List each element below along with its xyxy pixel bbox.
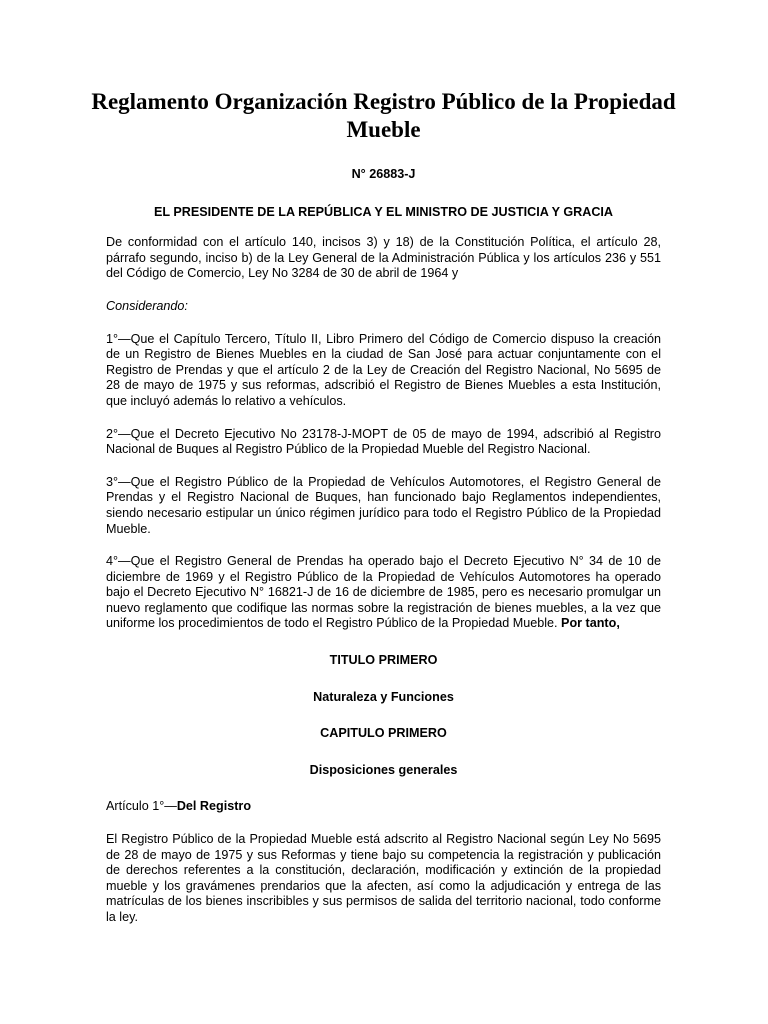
considerando-paragraph-4 [106,554,661,632]
preamble-paragraph: De conformidad con el artículo 140, incisos 3) y 18) de la Constitución Política, el artículo 28, párrafo segundo, inciso b) de la Ley General de la Administración Pública y los artículos 236 y 551 del Código de Comercio, Ley No 3284 de 30 de abril de 1964 y [106,235,661,281]
issuing-authority: EL PRESIDENTE DE LA REPÚBLICA Y EL MINISTRO DE JUSTICIA Y GRACIA [153,204,614,219]
capitulo-heading: CAPITULO PRIMERO [320,726,447,741]
considerando-paragraph-3: 3°—Que el Registro Público de la Propiedad de Vehículos Automotores, el Registro General de Prendas y el Registro Nacional de Buques, han funcionado bajo Reglamentos independientes, siendo necesario estipular un único régimen jurídico para todo el Registro Público de la Propiedad Mueble. [106,474,661,536]
document-title: Reglamento Organización Registro Público de la Propiedad Mueble [91,89,676,142]
considerando-label: Considerando: [106,298,188,313]
document-page [91,88,676,926]
considerando-paragraph-2: 2°—Que el Decreto Ejecutivo No 23178-J-MOPT de 05 de mayo de 1994, adscribió al Registro Nacional de Buques al Registro Público de la Propiedad Mueble del Registro Nacional. [106,426,661,457]
capitulo-subtitle: Disposiciones generales [309,762,458,777]
titulo-subtitle: Naturaleza y Funciones [313,689,454,704]
article-paragraph: El Registro Público de la Propiedad Mueble está adscrito al Registro Nacional según Ley No 5695 de 28 de mayo de 1975 y sus Reformas y tiene bajo su competencia la registración y publicación de derechos referentes a la constitución, declaración, modificación y extinción de la propiedad mueble y los gravámenes prendarios que la afecten, así como la adjudicación y entrega de las matrículas de los bienes inscribibles y sus permisos de salida del territorio nacional, todo conforme la ley. [106,832,661,924]
article-label: Artículo 1°— [106,799,177,814]
por-tanto-text: Por tanto, [561,616,620,631]
considerando-paragraph-1: 1°—Que el Capítulo Tercero, Título II, Libro Primero del Código de Comercio dispuso la creación de un Registro de Bienes Muebles en la ciudad de San José para actuar conjuntamente con el Registro de Prendas y que el artículo 2 de la Ley de Creación del Registro Nacional, No 5695 de 28 de mayo de 1975 y sus reformas, adscribió el Registro de Bienes Muebles a esta Institución, que incluyó además lo relativo a vehículos. [106,331,661,408]
article-name: Del Registro [176,799,252,814]
article-heading [106,799,661,815]
decree-number: N° 26883-J [351,167,416,181]
considerando-paragraph-4-text: 4°—Que el Registro General de Prendas ha operado bajo el Decreto Ejecutivo N° 34 de 10 de diciembre de 1969 y el Registro Público de la Propiedad de Vehículos Automotores ha operado bajo el Decreto Ejecutivo N° 16821-J de 16 de diciembre de 1985, pero es necesario promulgar un nuevo reglamento que codifique las normas sobre la registración de bienes muebles, a la vez que uniforme los procedimientos de todo el Registro Público de la Propiedad Mueble. [106,554,661,631]
titulo-heading: TITULO PRIMERO [329,653,438,668]
